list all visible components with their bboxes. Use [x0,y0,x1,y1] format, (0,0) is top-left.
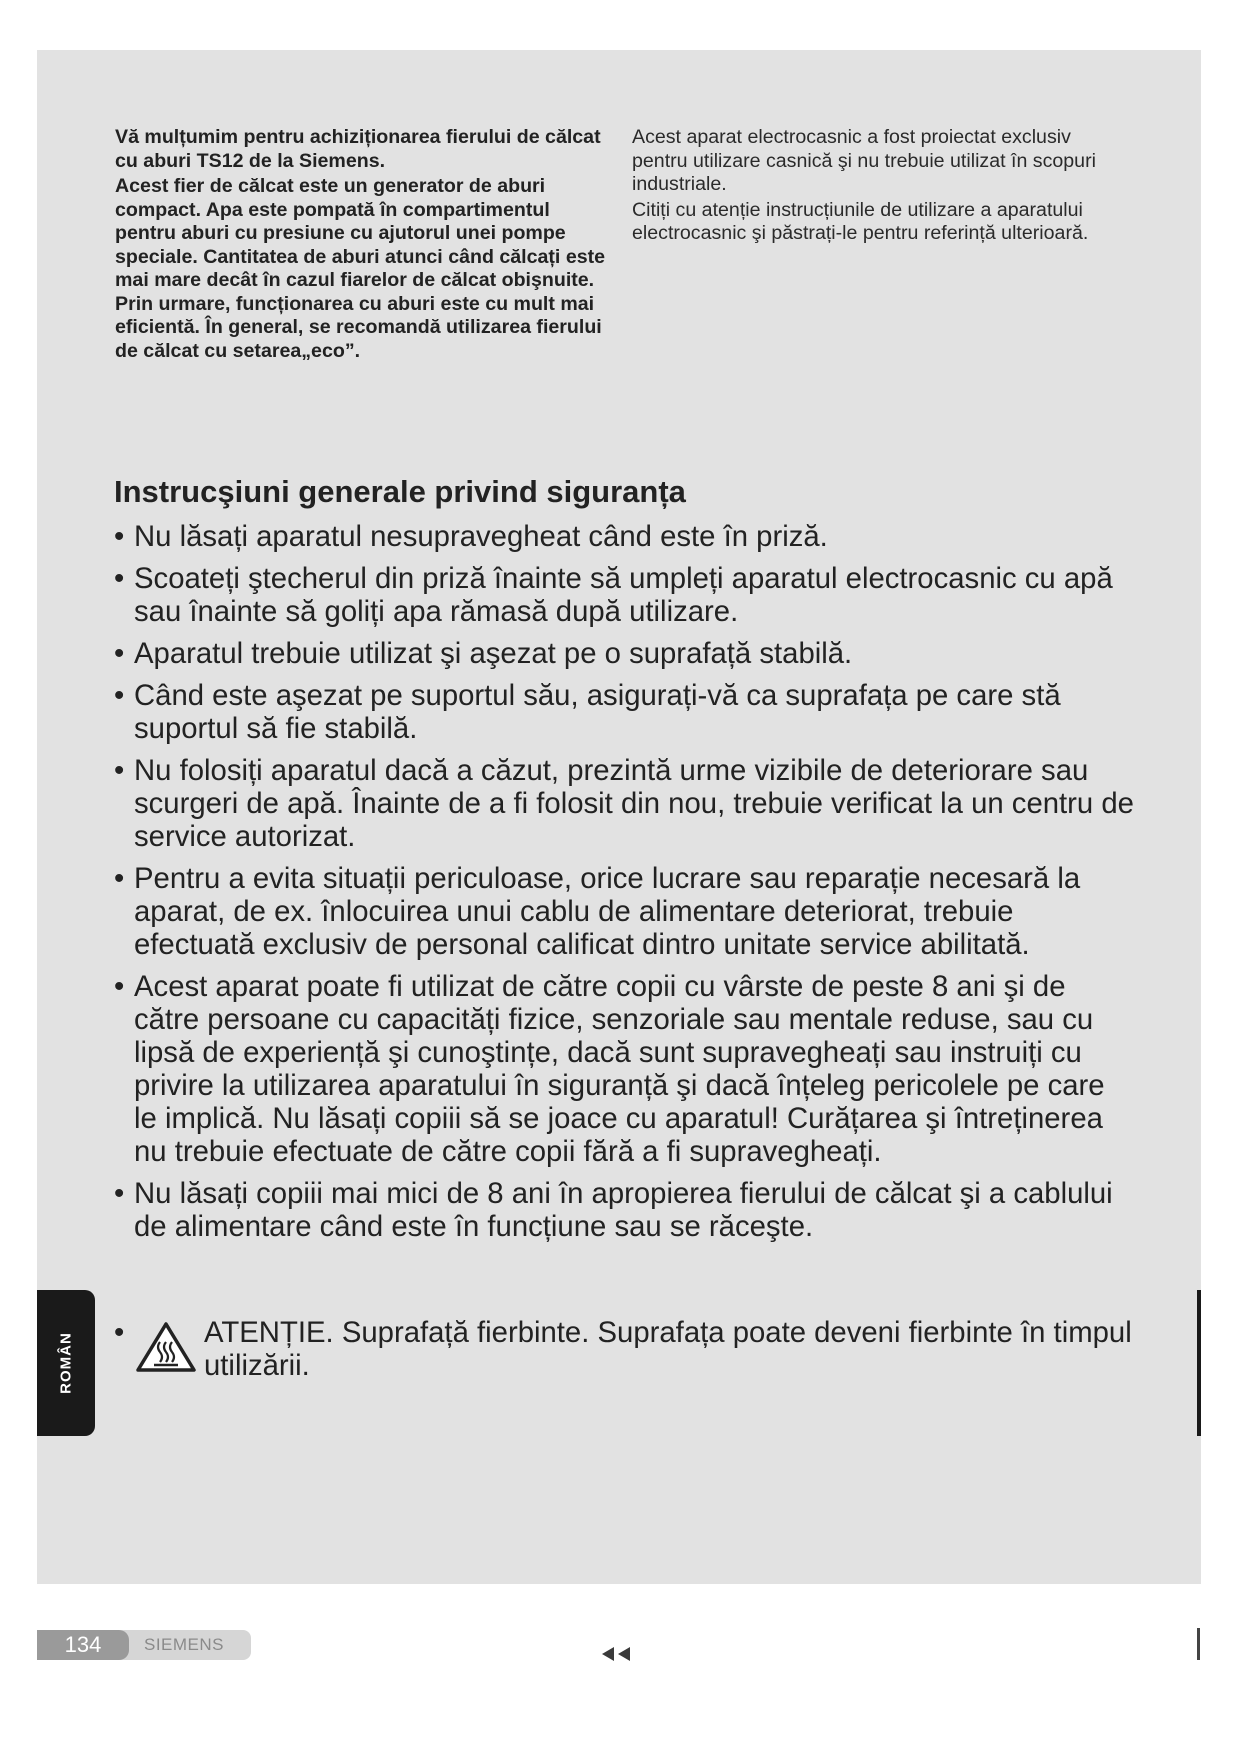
safety-heading: Instrucşiuni generale privind siguranța [114,474,686,509]
page-number: 134 [37,1630,129,1660]
warning-text: ATENȚIE. Suprafață fierbinte. Suprafața poate deveni fierbinte în timpul utilizării. [204,1316,1132,1382]
intro-description-paragraph: Acest fier de călcat este un generator de aburi compact. Apa este pompată în compartimentul pentru aburi cu presiune cu ajutorul unei pompe speciale. Cantitatea de aburi atunci când călcați este mai mare decât în cazul fiarelor de călcat obişnuite. Prin urmare, funcționarea cu aburi este cu mult mai eficientă. În general, se recomandă utilizarea fierului de călcat cu setarea„eco”. [115,175,606,362]
brand-name: SIEMENS [144,1635,225,1654]
hot-surface-warning [114,1316,1144,1382]
language-tab-label: ROMÂN [57,1332,75,1394]
intro-thanks-paragraph: Vă mulțumim pentru achiziționarea fierului de călcat cu aburi TS12 de la Siemens. [115,126,601,172]
safety-item: • Aparatul trebuie utilizat şi aşezat pe o suprafață stabilă. [114,637,1134,670]
intro-usage-paragraph: Acest aparat electrocasnic a fost proiectat exclusiv pentru utilizare casnică şi nu trebuie utilizat în scopuri industriale. [632,126,1096,195]
safety-item: • Acest aparat poate fi utilizat de către copii cu vârste de peste 8 ani şi de către persoane cu capacități fizice, senzoriale sau mentale reduse, sau cu lipsă de experiență şi cunoştințe, dacă sunt supravegheați sau instruiți cu privire la utilizarea aparatului în siguranță şi dacă înțeleg pericolele pe care le implică. Nu lăsați copiii să se joace cu aparatul! Curățarea şi întreținerea nu trebuie efectuate de către copii fără a fi supravegheați. [114,970,1134,1168]
safety-item: • Când este aşezat pe suportul său, asigurați-vă ca suprafața pe care stă suportul să fie stabilă. [114,679,1134,745]
safety-item: • Pentru a evita situații periculoase, orice lucrare sau reparație necesară la aparat, de ex. înlocuirea unui cablu de alimentare deteriorat, trebuie efectuată exclusiv de personal calificat dintro unitate service abilitată. [114,862,1134,961]
safety-item: • Nu lăsați aparatul nesupravegheat când este în priză. [114,520,1134,553]
intro-read-instructions-paragraph: Citiți cu atenție instrucțiunile de utilizare a aparatului electrocasnic şi păstrați-le pentru referință ulterioară. [632,198,1089,244]
hot-surface-warning-icon [134,1320,198,1376]
safety-item: • Scoateți ştecherul din priză înainte să umpleți aparatul electrocasnic cu apă sau înainte să goliți apa rămasă după utilizare. [114,562,1134,628]
language-tab [37,1290,95,1436]
intro-right-column [632,126,1102,248]
right-edge-marker [1197,1290,1201,1436]
warning-bullet: • [114,1316,125,1349]
intro-left-column [115,126,615,365]
safety-item: • Nu folosiți aparatul dacă a căzut, prezintă urme vizibile de deteriorare sau scurgeri de apă. Înainte de a fi folosit din nou, trebuie verificat la un centru de service autorizat. [114,754,1134,853]
safety-list [114,520,1134,1252]
safety-item: • Nu lăsați copiii mai mici de 8 ani în apropierea fierului de călcat şi a cablului de alimentare când este în funcțiune sau se răceşte. [114,1177,1134,1243]
footer-rule [1197,1628,1200,1660]
double-left-arrow-icon[interactable] [600,1646,636,1662]
